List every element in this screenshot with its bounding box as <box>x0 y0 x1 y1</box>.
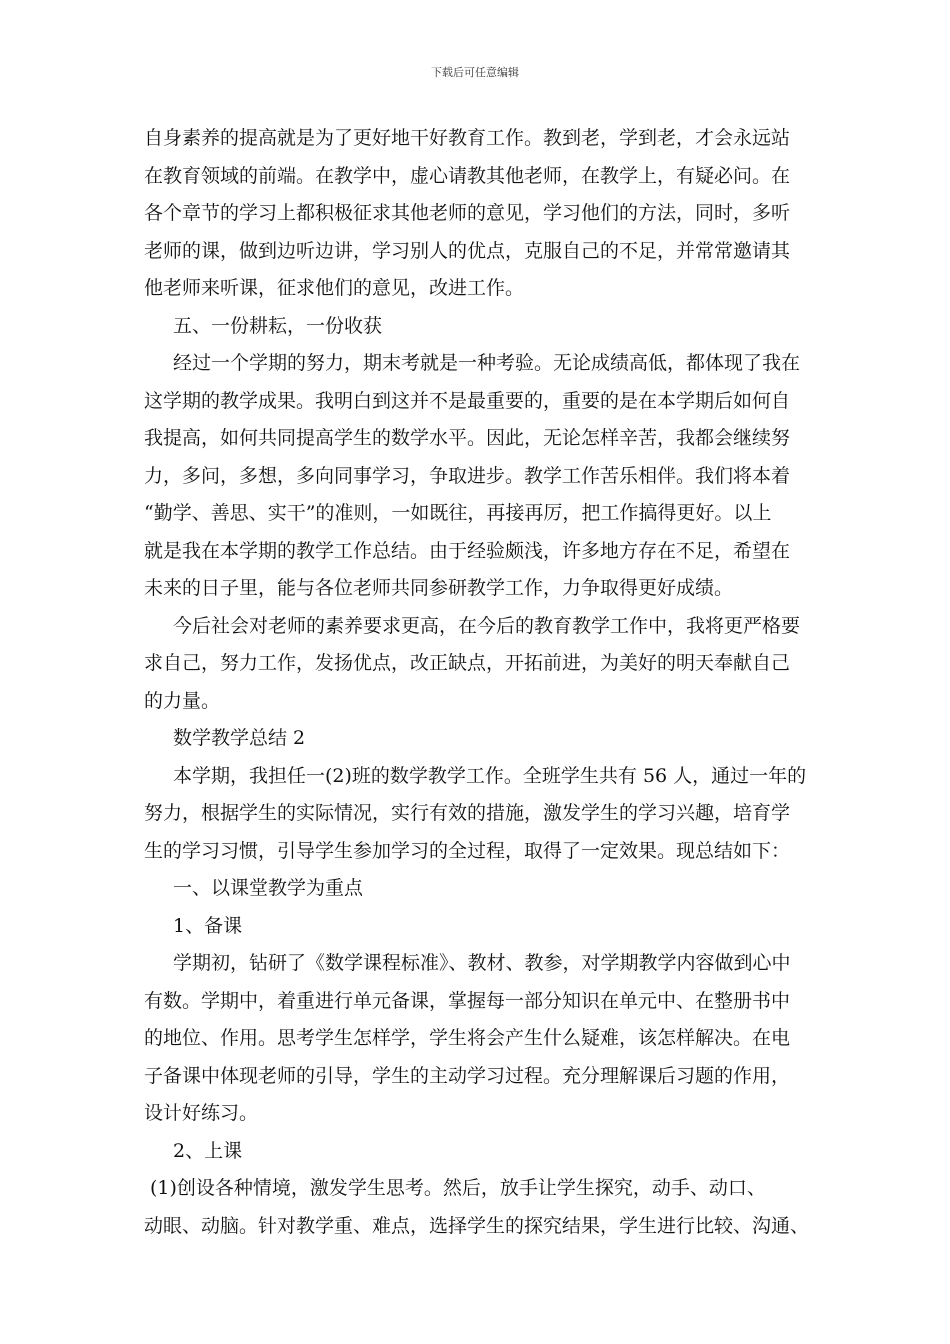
text-line: 本学期，我担任一(2)班的数学教学工作。全班学生共有 56 人，通过一年的 <box>173 764 807 787</box>
text-line: 各个章节的学习上都积极征求其他老师的意见，学习他们的方法，同时，多听 <box>144 202 791 224</box>
section-heading: 数学教学总结 2 <box>173 727 306 749</box>
text-line: 力，多问，多想，多向同事学习，争取进步。教学工作苦乐相伴。我们将本着 <box>144 464 791 487</box>
text-line: (1)创设各种情境，激发学生思考。然后，放手让学生探究，动手、动口、 <box>150 1177 766 1199</box>
section-heading: 2、上课 <box>173 1139 243 1162</box>
section-heading: 五、一份耕耘，一份收获 <box>173 314 383 337</box>
text-line: 有数。学期中，着重进行单元备课，掌握每一部分知识在单元中、在整册书中 <box>144 989 791 1012</box>
document-body <box>144 120 824 1245</box>
text-line: 动眼、动脑。针对教学重、难点，选择学生的探究结果，学生进行比较、沟通、 <box>144 1214 810 1237</box>
text-line: 自身素养的提高就是为了更好地干好教育工作。教到老，学到老，才会永远站 <box>144 127 791 149</box>
text-line: 的地位、作用。思考学生怎样学，学生将会产生什么疑难，该怎样解决。在电 <box>144 1027 791 1049</box>
text-line: 他老师来听课，征求他们的意见，改进工作。 <box>144 277 525 299</box>
text-line: 生的学习习惯，引导学生参加学习的全过程，取得了一定效果。现总结如下： <box>144 839 791 862</box>
text-line: 求自己，努力工作，发扬优点，改正缺点，开拓前进，为美好的明天奉献自己 <box>144 652 791 674</box>
text-line: 就是我在本学期的教学工作总结。由于经验颇浅，许多地方存在不足，希望在 <box>144 539 791 562</box>
text-line: “勤学、善思、实干”的准则，一如既往，再接再厉，把工作搞得更好。以上 <box>144 502 772 524</box>
text-line: 这学期的教学成果。我明白到这并不是最重要的，重要的是在本学期后如何自 <box>144 389 791 412</box>
text-line: 努力，根据学生的实际情况，实行有效的措施，激发学生的学习兴趣，培育学 <box>144 802 791 824</box>
text-line: 我提高，如何共同提高学生的数学水平。因此，无论怎样辛苦，我都会继续努 <box>144 427 791 449</box>
page-header: 下载后可任意编辑 <box>431 66 519 79</box>
section-heading: 1、备课 <box>173 914 243 937</box>
section-heading: 一、以课堂教学为重点 <box>173 877 364 899</box>
text-line: 子备课中体现老师的引导，学生的主动学习过程。充分理解课后习题的作用， <box>144 1064 791 1087</box>
text-line: 未来的日子里，能与各位老师共同参研教学工作，力争取得更好成绩。 <box>144 577 734 599</box>
text-line: 经过一个学期的努力，期末考就是一种考验。无论成绩高低，都体现了我在 <box>173 352 801 374</box>
text-line: 的力量。 <box>144 689 221 712</box>
text-line: 在教育领域的前端。在教学中，虚心请教其他老师，在教学上，有疑必问。在 <box>144 164 791 187</box>
text-line: 设计好练习。 <box>144 1102 259 1124</box>
text-line: 学期初，钻研了《数学课程标准》、教材、教参，对学期教学内容做到心中 <box>173 952 791 974</box>
text-line: 老师的课，做到边听边讲，学习别人的优点，克服自己的不足，并常常邀请其 <box>144 239 791 262</box>
text-line: 今后社会对老师的素养要求更高，在今后的教育教学工作中，我将更严格要 <box>173 614 801 637</box>
